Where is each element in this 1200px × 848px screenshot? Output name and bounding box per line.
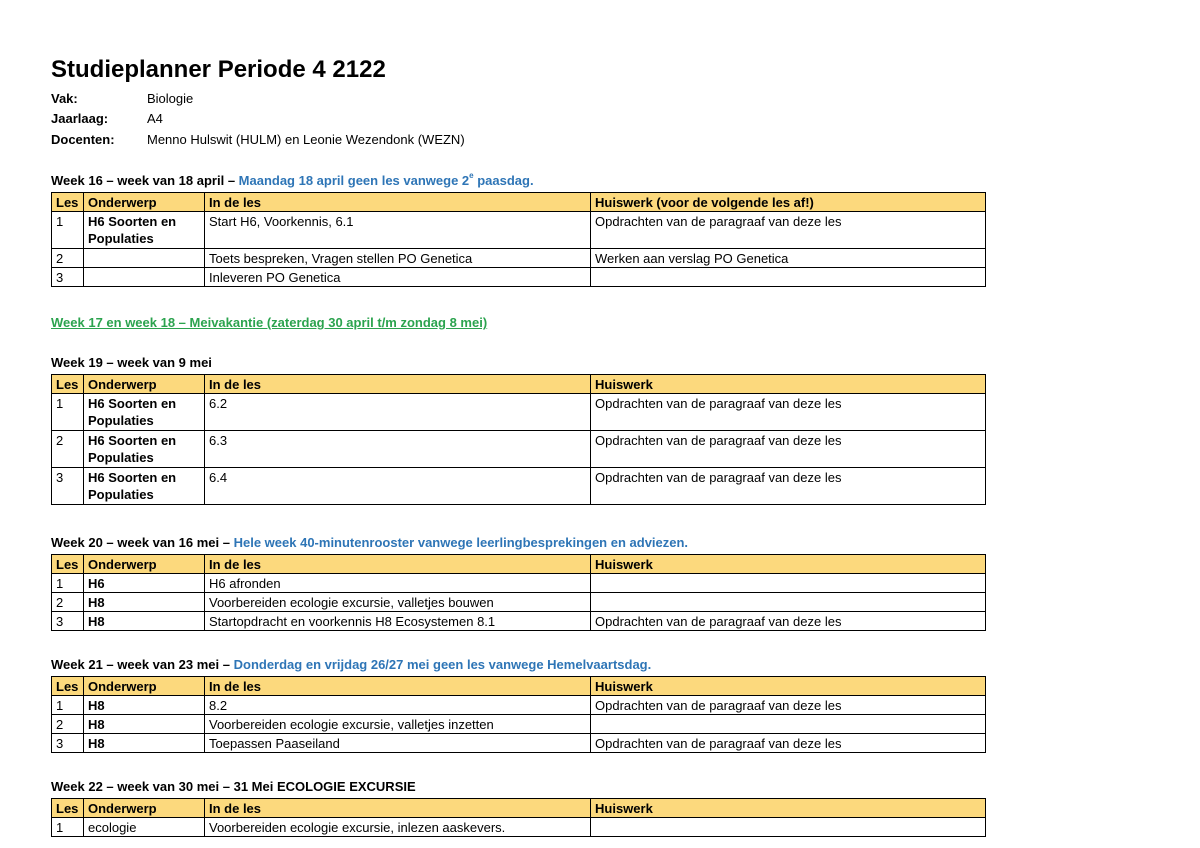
- header-huiswerk: Huiswerk: [591, 799, 986, 818]
- table-row: [52, 212, 986, 249]
- cell-in-de-les: Start H6, Voorkennis, 6.1: [205, 212, 591, 249]
- cell-in-de-les: Toets bespreken, Vragen stellen PO Genetica: [205, 249, 591, 268]
- cell-huiswerk: [591, 574, 986, 593]
- week-16-heading: [51, 172, 534, 190]
- cell-huiswerk: Opdrachten van de paragraaf van deze les: [591, 431, 986, 468]
- meta-row-docenten: [51, 130, 465, 149]
- cell-les: 3: [52, 468, 84, 505]
- table-row: [52, 734, 986, 753]
- cell-les: 1: [52, 212, 84, 249]
- cell-huiswerk: [591, 268, 986, 287]
- table-row: [52, 818, 986, 837]
- week-heading-text: Week 19 – week van 9 mei: [51, 355, 212, 370]
- cell-huiswerk: Opdrachten van de paragraaf van deze les: [591, 212, 986, 249]
- cell-onderwerp: H6 Soorten en Populaties: [84, 468, 205, 505]
- week-note-text: Maandag 18 april geen les vanwege 2: [238, 173, 470, 188]
- cell-les: 2: [52, 715, 84, 734]
- week-note-superscript: e: [469, 171, 474, 180]
- week-heading-text: Week 20 – week van 16 mei –: [51, 535, 234, 550]
- week-21-heading: [51, 656, 651, 674]
- header-in-de-les: In de les: [205, 193, 591, 212]
- week-note: Donderdag en vrijdag 26/27 mei geen les vanwege Hemelvaartsdag.: [233, 657, 652, 672]
- header-huiswerk: Huiswerk: [591, 375, 986, 394]
- cell-in-de-les: Voorbereiden ecologie excursie, valletjes inzetten: [205, 715, 591, 734]
- table-row: [52, 249, 986, 268]
- week-19-table: [51, 374, 986, 505]
- table-header-row: [52, 555, 986, 574]
- week-heading-text: Week 16 – week van 18 april –: [51, 173, 239, 188]
- cell-huiswerk: [591, 715, 986, 734]
- week-note-end: paasdag.: [473, 173, 534, 188]
- header-onderwerp: Onderwerp: [84, 555, 205, 574]
- cell-les: 2: [52, 249, 84, 268]
- header-les: Les: [52, 193, 84, 212]
- meta-value: Menno Hulswit (HULM) en Leonie Wezendonk (WEZN): [147, 132, 465, 147]
- header-onderwerp: Onderwerp: [84, 375, 205, 394]
- header-onderwerp: Onderwerp: [84, 677, 205, 696]
- header-les: Les: [52, 555, 84, 574]
- cell-onderwerp: [84, 249, 205, 268]
- cell-les: 1: [52, 394, 84, 431]
- cell-onderwerp: H8: [84, 696, 205, 715]
- meta-row-jaarlaag: [51, 109, 163, 128]
- week-19-heading: [51, 354, 212, 372]
- week-note: Hele week 40-minutenrooster vanwege leerlingbesprekingen en adviezen.: [233, 535, 689, 550]
- week-heading-text: Week 22 – week van 30 mei – 31 Mei ECOLOGIE EXCURSIE: [51, 779, 416, 794]
- meta-value: A4: [147, 111, 163, 126]
- cell-les: 2: [52, 431, 84, 468]
- table-row: [52, 593, 986, 612]
- header-in-de-les: In de les: [205, 555, 591, 574]
- week-heading-text: Week 21 – week van 23 mei –: [51, 657, 234, 672]
- table-row: [52, 612, 986, 631]
- table-header-row: [52, 375, 986, 394]
- cell-huiswerk: Opdrachten van de paragraaf van deze les: [591, 468, 986, 505]
- cell-in-de-les: H6 afronden: [205, 574, 591, 593]
- cell-in-de-les: Voorbereiden ecologie excursie, inlezen aaskevers.: [205, 818, 591, 837]
- week-20-heading: [51, 534, 688, 552]
- cell-in-de-les: Voorbereiden ecologie excursie, valletjes bouwen: [205, 593, 591, 612]
- table-header-row: [52, 193, 986, 212]
- header-huiswerk: Huiswerk: [591, 677, 986, 696]
- week-21-table: [51, 676, 986, 753]
- header-huiswerk: Huiswerk: [591, 555, 986, 574]
- cell-huiswerk: Werken aan verslag PO Genetica: [591, 249, 986, 268]
- cell-onderwerp: H8: [84, 715, 205, 734]
- week-22-table: [51, 798, 986, 837]
- cell-onderwerp: [84, 268, 205, 287]
- cell-huiswerk: Opdrachten van de paragraaf van deze les: [591, 612, 986, 631]
- meta-row-vak: [51, 89, 193, 108]
- cell-onderwerp: H6 Soorten en Populaties: [84, 394, 205, 431]
- table-row: [52, 574, 986, 593]
- cell-onderwerp: H8: [84, 593, 205, 612]
- cell-les: 3: [52, 612, 84, 631]
- cell-huiswerk: Opdrachten van de paragraaf van deze les: [591, 394, 986, 431]
- header-huiswerk: Huiswerk (voor de volgende les af!): [591, 193, 986, 212]
- cell-les: 2: [52, 593, 84, 612]
- table-row: [52, 715, 986, 734]
- meta-value: Biologie: [147, 91, 194, 106]
- table-row: [52, 431, 986, 468]
- week-22-heading: [51, 778, 416, 796]
- meta-label: Docenten:: [51, 132, 115, 147]
- holiday-heading: Week 17 en week 18 – Meivakantie (zaterdag 30 april t/m zondag 8 mei): [51, 315, 488, 330]
- table-header-row: [52, 677, 986, 696]
- cell-onderwerp: H8: [84, 612, 205, 631]
- cell-in-de-les: 6.2: [205, 394, 591, 431]
- week-note: [239, 173, 534, 188]
- cell-onderwerp: H8: [84, 734, 205, 753]
- cell-in-de-les: Toepassen Paaseiland: [205, 734, 591, 753]
- cell-onderwerp: H6 Soorten en Populaties: [84, 212, 205, 249]
- cell-in-de-les: 6.3: [205, 431, 591, 468]
- cell-onderwerp: H6 Soorten en Populaties: [84, 431, 205, 468]
- cell-huiswerk: Opdrachten van de paragraaf van deze les: [591, 734, 986, 753]
- cell-les: 1: [52, 574, 84, 593]
- table-row: [52, 468, 986, 505]
- cell-in-de-les: 6.4: [205, 468, 591, 505]
- meta-label: Jaarlaag:: [51, 111, 109, 126]
- page-title: Studieplanner Periode 4 2122: [51, 56, 386, 83]
- cell-huiswerk: [591, 593, 986, 612]
- header-in-de-les: In de les: [205, 677, 591, 696]
- cell-in-de-les: 8.2: [205, 696, 591, 715]
- header-onderwerp: Onderwerp: [84, 193, 205, 212]
- week-20-table: [51, 554, 986, 631]
- header-les: Les: [52, 375, 84, 394]
- cell-les: 1: [52, 818, 84, 837]
- cell-huiswerk: [591, 818, 986, 837]
- cell-les: 3: [52, 734, 84, 753]
- header-in-de-les: In de les: [205, 375, 591, 394]
- cell-in-de-les: Inleveren PO Genetica: [205, 268, 591, 287]
- table-header-row: [52, 799, 986, 818]
- header-in-de-les: In de les: [205, 799, 591, 818]
- header-onderwerp: Onderwerp: [84, 799, 205, 818]
- cell-huiswerk: Opdrachten van de paragraaf van deze les: [591, 696, 986, 715]
- cell-onderwerp: ecologie: [84, 818, 205, 837]
- cell-onderwerp: H6: [84, 574, 205, 593]
- week-16-table: [51, 192, 986, 287]
- header-les: Les: [52, 799, 84, 818]
- meta-label: Vak:: [51, 91, 78, 106]
- cell-in-de-les: Startopdracht en voorkennis H8 Ecosystemen 8.1: [205, 612, 591, 631]
- table-row: [52, 394, 986, 431]
- table-row: [52, 268, 986, 287]
- table-row: [52, 696, 986, 715]
- cell-les: 1: [52, 696, 84, 715]
- cell-les: 3: [52, 268, 84, 287]
- header-les: Les: [52, 677, 84, 696]
